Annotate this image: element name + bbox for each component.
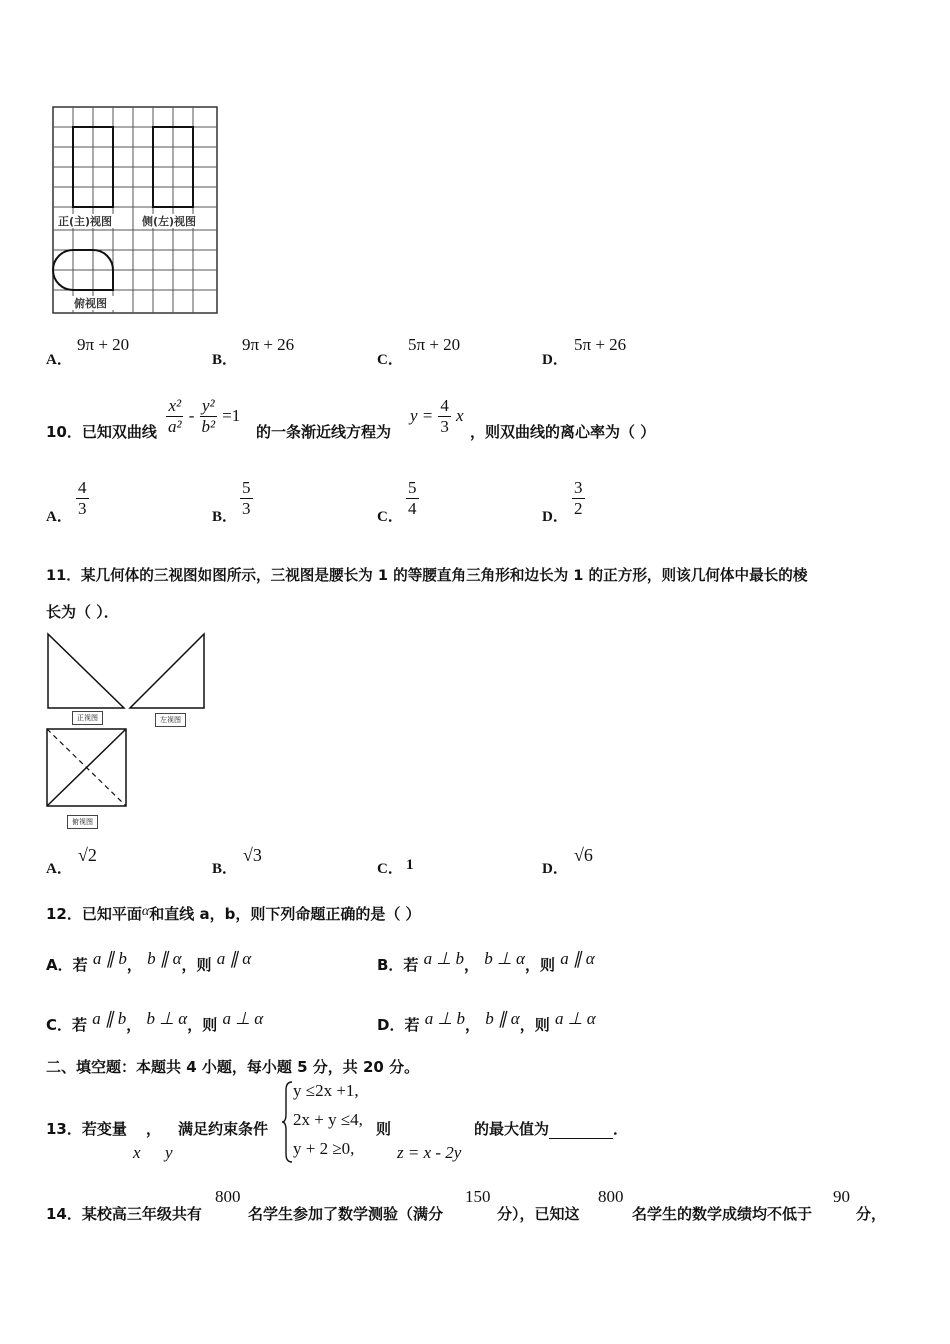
q10-option-b-label: B． <box>212 509 238 525</box>
opt-premise-1: a ⊥ b <box>423 949 464 968</box>
opt-conclusion: a ∥ α <box>216 949 252 968</box>
q13-comma: ， <box>146 1120 162 1138</box>
q11-option-a-label: A． <box>46 861 72 877</box>
q12-stem-rest: 和直线 a，b，则下列命题正确的是（ ） <box>149 905 421 923</box>
opt-sep: ， <box>126 1016 142 1034</box>
hyp-eq: =1 <box>222 406 241 425</box>
opt-sep: ，则 <box>519 1016 550 1034</box>
opt-sep: ，则 <box>524 956 555 974</box>
opt-conclusion: a ⊥ α <box>554 1009 596 1028</box>
frac-num: 5 <box>242 478 251 497</box>
q11-option-b-label: B． <box>212 861 238 877</box>
q14-t3: 分），已知这 <box>497 1205 580 1223</box>
opt-conclusion: a ⊥ α <box>222 1009 264 1028</box>
q13-answer-blank[interactable] <box>549 1122 613 1139</box>
q10-option-c-frac <box>406 478 419 519</box>
hyp-minus: - <box>188 406 195 425</box>
q14-t2: 名学生参加了数学测验（满分 <box>248 1205 444 1223</box>
asym-num: 4 <box>440 396 449 415</box>
q11-top-view-label: 俯视图 <box>67 815 98 829</box>
hyp-b: b² <box>201 417 216 436</box>
q11-option-a-value: √2 <box>78 845 97 865</box>
frac-den: 4 <box>408 499 417 518</box>
q11-line1: 11．某几何体的三视图如图所示，三视图是腰长为 1 的等腰直角三角形和边长为 1 的正方形，则该几何体中最长的棱 <box>46 567 808 584</box>
q9-option-d-value: 5π + 26 <box>574 335 627 354</box>
q9-option-a-label: A． <box>46 352 72 368</box>
q13-suffix <box>474 1118 628 1139</box>
q9-front-view-label: 正(主)视图 <box>58 215 113 228</box>
opt-premise-1: a ⊥ b <box>424 1009 465 1028</box>
q11-option-b-value: √3 <box>243 845 262 865</box>
frac-num: 5 <box>408 478 417 497</box>
q13-constraint-3: y + 2 ≥0, <box>293 1139 355 1158</box>
opt-sep: ，则 <box>181 956 212 974</box>
opt-conclusion: a ∥ α <box>560 949 595 968</box>
q12-stem <box>46 903 421 924</box>
q10-option-b-frac <box>240 478 253 519</box>
q11-front-view-label: 正视图 <box>72 711 103 725</box>
q9-option-b-value: 9π + 26 <box>242 335 295 354</box>
opt-sep: ， <box>463 956 479 974</box>
q12-stem-alpha: α <box>141 904 150 919</box>
q13-end: ． <box>613 1120 629 1138</box>
opt-premise-2: b ∥ α <box>147 949 182 968</box>
opt-premise-1: a ∥ b <box>92 1009 127 1028</box>
frac-den: 3 <box>242 499 251 518</box>
q13-var-x: x <box>133 1143 141 1162</box>
q14-t4: 名学生的数学成绩均不低于 <box>632 1205 813 1223</box>
q12-option-b <box>377 949 595 975</box>
opt-premise-2: b ⊥ α <box>484 949 525 968</box>
q11-option-d-label: D． <box>542 861 568 877</box>
opt-sep: ， <box>126 956 142 974</box>
q14-n1: 800 <box>215 1187 241 1206</box>
section-2-heading: 二、填空题：本题共 4 小题，每小题 5 分，共 20 分。 <box>46 1058 420 1076</box>
q10-option-c-label: C． <box>377 509 403 525</box>
q9-option-c-label: C． <box>377 352 403 368</box>
q9-option-a-value: 9π + 20 <box>77 335 130 354</box>
opt-premise-2: b ⊥ α <box>146 1009 188 1028</box>
asym-y: y = <box>410 406 434 425</box>
opt-premise-1: a ∥ b <box>92 949 127 968</box>
opt-label: B．若 <box>377 956 419 974</box>
q13-suffix-text: 的最大值为 <box>474 1120 550 1138</box>
q9-option-c-value: 5π + 20 <box>408 335 461 354</box>
q13-prefix: 13．若变量 <box>46 1120 127 1138</box>
q11-three-view-figure <box>44 632 210 832</box>
q12-option-a <box>46 949 251 975</box>
opt-label: D．若 <box>377 1016 420 1034</box>
q14-t1: 14．某校高三年级共有 <box>46 1205 202 1223</box>
frac-den: 3 <box>78 499 87 518</box>
q9-top-view-label: 俯视图 <box>74 297 107 310</box>
q13-mid: 满足约束条件 <box>178 1120 269 1138</box>
q14-n4: 90 <box>833 1187 850 1206</box>
frac-num: 4 <box>78 478 87 497</box>
q11-option-c-value: 1 <box>406 857 414 873</box>
frac-den: 2 <box>574 499 583 518</box>
q10-suffix: ，则双曲线的离心率为（ ） <box>470 423 656 441</box>
q14-t5: 分， <box>856 1205 887 1223</box>
q9-three-view-figure <box>52 106 220 316</box>
opt-sep: ，则 <box>187 1016 218 1034</box>
q10-option-d-frac <box>572 478 585 519</box>
q13-then: 则 <box>376 1120 392 1138</box>
frac-num: 3 <box>574 478 583 497</box>
opt-label: A．若 <box>46 956 88 974</box>
q12-stem-text: 12．已知平面 <box>46 905 142 923</box>
q11-side-view-label: 左视图 <box>155 713 186 727</box>
q9-option-b-label: B． <box>212 352 238 368</box>
q13-constraint-2: 2x + y ≤4, <box>293 1110 363 1129</box>
q10-asymptote <box>410 396 464 437</box>
q14-n3: 800 <box>598 1187 624 1206</box>
q10-hyperbola-equation <box>166 396 240 437</box>
q11-option-c-label: C． <box>377 861 403 877</box>
q13-objective: z = x - 2y <box>397 1143 462 1162</box>
q12-option-d <box>377 1009 596 1035</box>
q9-option-d-label: D． <box>542 352 568 368</box>
q9-side-view-label: 侧(左)视图 <box>142 215 197 228</box>
q10-prefix: 10．已知双曲线 <box>46 423 157 441</box>
q10-option-a-frac <box>76 478 89 519</box>
q10-mid: 的一条渐近线方程为 <box>256 423 392 441</box>
q10-option-a-label: A． <box>46 509 72 525</box>
hyp-a: a² <box>168 417 182 436</box>
opt-sep: ， <box>465 1016 481 1034</box>
asym-den: 3 <box>440 417 449 436</box>
hyp-x: x² <box>168 396 182 415</box>
q11-option-d-value: √6 <box>574 845 593 865</box>
q14-n2: 150 <box>465 1187 491 1206</box>
q10-option-d-label: D． <box>542 509 568 525</box>
opt-label: C．若 <box>46 1016 88 1034</box>
q13-var-y: y <box>165 1143 173 1162</box>
asym-x: x <box>455 406 464 425</box>
q13-constraint-1: y ≤2x +1, <box>293 1081 359 1100</box>
opt-premise-2: b ∥ α <box>485 1009 520 1028</box>
q12-option-c <box>46 1009 263 1035</box>
hyp-y: y² <box>201 396 215 415</box>
q11-line2: 长为（ ）． <box>46 603 119 621</box>
